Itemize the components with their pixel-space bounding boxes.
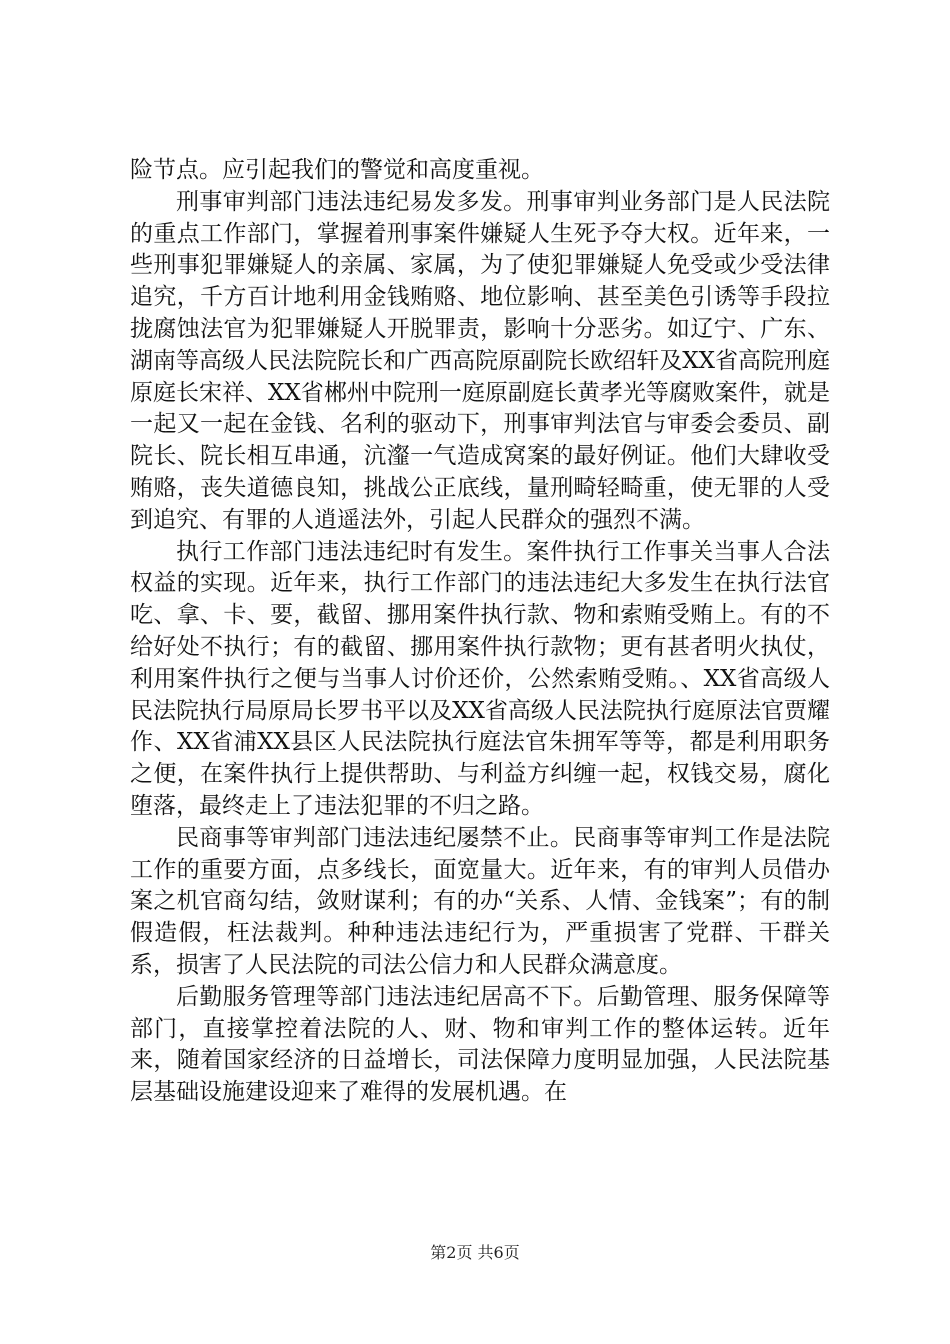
paragraph-civil-commercial: 民商事等审判部门违法违纪屡禁不止。民商事等审判工作是法院工作的重要方面，点多线长，面宽量大。近年来，有的审判人员借办案之机官商勾结，敛财谋利；有的办“关系、人情、金钱案”；有的制假造假，枉法裁判。种种违法违纪行为，严重损害了党群、干群关系，损害了人民法院的司法公信力和人民群众满意度。 <box>130 824 830 978</box>
paragraph-enforcement: 执行工作部门违法违纪时有发生。案件执行工作事关当事人合法权益的实现。近年来，执行工作部门的违法违纪大多发生在执行法官吃、拿、卡、要，截留、挪用案件执行款、物和索贿受贿上。有的不给好处不执行；有的截留、挪用案件执行款物；更有甚者明火执仗，利用案件执行之便与当事人讨价还价，公然索贿受贿。、XX省高级人民法院执行局原局长罗书平以及XX省高级人民法院执行庭原法官贾耀作、XX省浦XX县区人民法院执行庭法官朱拥军等等，都是利用职务之便，在案件执行上提供帮助、与利益方纠缠一起，权钱交易，腐化堕落，最终走上了违法犯罪的不归之路。 <box>130 538 830 819</box>
page-footer: 第2页 共6页 <box>430 1243 520 1262</box>
paragraph-continuation: 险节点。应引起我们的警觉和高度重视。 <box>130 157 544 183</box>
body-text <box>130 155 830 1109</box>
paragraph-logistics: 后勤服务管理等部门违法违纪居高不下。后勤管理、服务保障等部门，直接掌控着法院的人、财、物和审判工作的整体运转。近年来，随着国家经济的日益增长，司法保障力度明显加强，人民法院基层基础设施建设迎来了难得的发展机遇。在 <box>130 983 830 1106</box>
paragraph-criminal-trial: 刑事审判部门违法违纪易发多发。刑事审判业务部门是人民法院的重点工作部门，掌握着刑事案件嫌疑人生死予夺大权。近年来，一些刑事犯罪嫌疑人的亲属、家属，为了使犯罪嫌疑人免受或少受法律追究，千方百计地利用金钱贿赂、地位影响、甚至美色引诱等手段拉拢腐蚀法官为犯罪嫌疑人开脱罪责，影响十分恶劣。如辽宁、广东、湖南等高级人民法院院长和广西高院原副院长欧绍轩及XX省高院刑庭原庭长宋祥、XX省郴州中院刑一庭原副庭长黄孝光等腐败案件，就是一起又一起在金钱、名利的驱动下，刑事审判法官与审委会委员、副院长、院长相互串通，沆瀣一气造成窝案的最好例证。他们大肆收受贿赂，丧失道德良知，挑战公正底线，量刑畸轻畸重，使无罪的人受到追究、有罪的人逍遥法外，引起人民群众的强烈不满。 <box>130 188 830 533</box>
